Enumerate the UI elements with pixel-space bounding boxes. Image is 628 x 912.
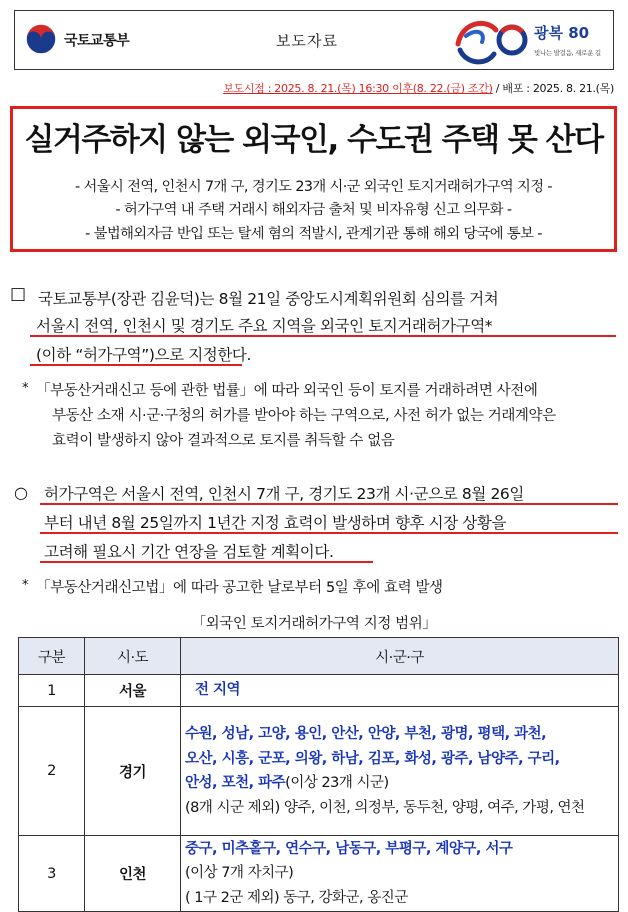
- liberation-80th-logo-icon: [452, 14, 530, 66]
- note-1-line-1: 「부동산거래신고 등에 관한 법률」에 따라 외국인 등이 토지를 거래하려면 사전에: [36, 383, 538, 399]
- red-underline: [30, 364, 242, 366]
- district-list-line: 오산, 시흥, 군포, 의왕, 하남, 김포, 화성, 광주, 남양주, 구리,: [185, 750, 560, 767]
- paragraph-1-line-3: (이하 “허가구역”)으로 지정한다.: [36, 346, 252, 364]
- table-row: [19, 707, 619, 836]
- red-underline: [40, 503, 618, 505]
- table-caption: 「외국인 토지거래허가구역 지정 범위」: [191, 616, 437, 632]
- circle-bullet: ○: [14, 483, 28, 502]
- anniversary-title: 광복 80: [534, 24, 590, 42]
- embargo-time: 보도시점 : 2025. 8. 21.(목) 16:30 이후(8. 22.(금) 조간): [223, 82, 493, 95]
- ministry-name: 국토교통부: [64, 33, 130, 49]
- excluded-districts: (8개 시군 제외) 양주, 이천, 의정부, 동두천, 양평, 여주, 가평, 연천: [185, 799, 585, 816]
- row-region: 서울: [85, 675, 181, 707]
- column-header-division: 구분: [19, 638, 85, 675]
- note-1-line-2: 부동산 소재 시·군·구청의 허가를 받아야 하는 구역으로, 사전 허가 없는 거래계약은: [52, 408, 556, 424]
- footnote-mark: *: [22, 381, 29, 396]
- anniversary-tagline: 빛나는 발걸음, 새로운 길: [534, 49, 601, 57]
- red-underline: [40, 561, 373, 563]
- document-type: 보도자료: [276, 32, 338, 50]
- row-districts: [181, 707, 619, 836]
- column-header-province: 시·도: [85, 638, 181, 675]
- note-2-line-1: 「부동산거래신고법」에 따라 공고한 날로부터 5일 후에 효력 발생: [36, 580, 443, 596]
- distribution-date: / 배포 : 2025. 8. 21.(목): [492, 82, 614, 95]
- note-1-line-3: 효력이 발생하지 않아 결과적으로 토지를 취득할 수 없음: [52, 433, 395, 449]
- red-underline: [40, 532, 618, 534]
- release-info: [14, 80, 614, 96]
- row-number: 3: [19, 836, 85, 912]
- square-bullet: □: [10, 284, 27, 304]
- row-districts: [181, 836, 619, 912]
- district-count: (이상 7개 자치구): [185, 865, 294, 882]
- paragraph-2-line-3: 고려해 필요시 기간 연장을 검토할 계획이다.: [44, 543, 334, 561]
- excluded-districts: ( 1구 2군 제외) 동구, 강화군, 옹진군: [185, 889, 408, 906]
- paragraph-2-line-1: 허가구역은 서울시 전역, 인천시 7개 구, 경기도 23개 시·군으로 8월 26일: [44, 485, 524, 503]
- row-region: 인천: [85, 836, 181, 912]
- paragraph-1-line-2: 서울시 전역, 인천시 및 경기도 주요 지역을 외국인 토지거래허가구역*: [36, 317, 493, 335]
- district-list-line: 전 지역: [195, 682, 241, 699]
- row-number: 1: [19, 675, 85, 707]
- row-districts: [181, 675, 619, 707]
- column-header-districts: 시·군·구: [181, 638, 619, 675]
- district-list-line: 수원, 성남, 고양, 용인, 안산, 안양, 부천, 광명, 평택, 과천,: [185, 726, 547, 742]
- red-underline: [30, 335, 616, 337]
- government-emblem-icon: [24, 22, 58, 56]
- paragraph-2-line-2: 부터 내년 8월 25일까지 1년간 지정 효력이 발생하며 향후 시장 상황을: [44, 514, 507, 532]
- table-row: [19, 675, 619, 707]
- row-region: 경기: [85, 707, 181, 836]
- headline-subtitle-3: - 불법해외자금 반입 또는 탈세 혐의 적발시, 관계기관 통해 해외 당국에 통보 -: [85, 226, 542, 242]
- headline-subtitle-2: - 허가구역 내 주택 거래시 해외자금 출처 및 비자유형 신고 의무화 -: [115, 202, 512, 218]
- district-list-line: 중구, 미추홀구, 연수구, 남동구, 부평구, 계양구, 서구: [185, 840, 513, 857]
- table-row: [19, 836, 619, 912]
- footnote-mark: *: [22, 578, 29, 593]
- district-count: (이상 23개 시군): [285, 775, 389, 791]
- headline-subtitle-1: - 서울시 전역, 인천시 7개 구, 경기도 23개 시·군 외국인 토지거래허가구역 지정 -: [75, 179, 552, 195]
- headline-title: 실거주하지 않는 외국인, 수도권 주택 못 산다: [24, 122, 603, 158]
- table-header-row: [19, 638, 619, 675]
- paragraph-1-line-1: 국토교통부(장관 김윤덕)는 8월 21일 중앙도시계획위원회 심의를 거쳐: [38, 290, 499, 308]
- row-number: 2: [19, 707, 85, 836]
- zone-table: [18, 637, 619, 912]
- district-list-line: 안성, 포천, 파주: [185, 775, 286, 791]
